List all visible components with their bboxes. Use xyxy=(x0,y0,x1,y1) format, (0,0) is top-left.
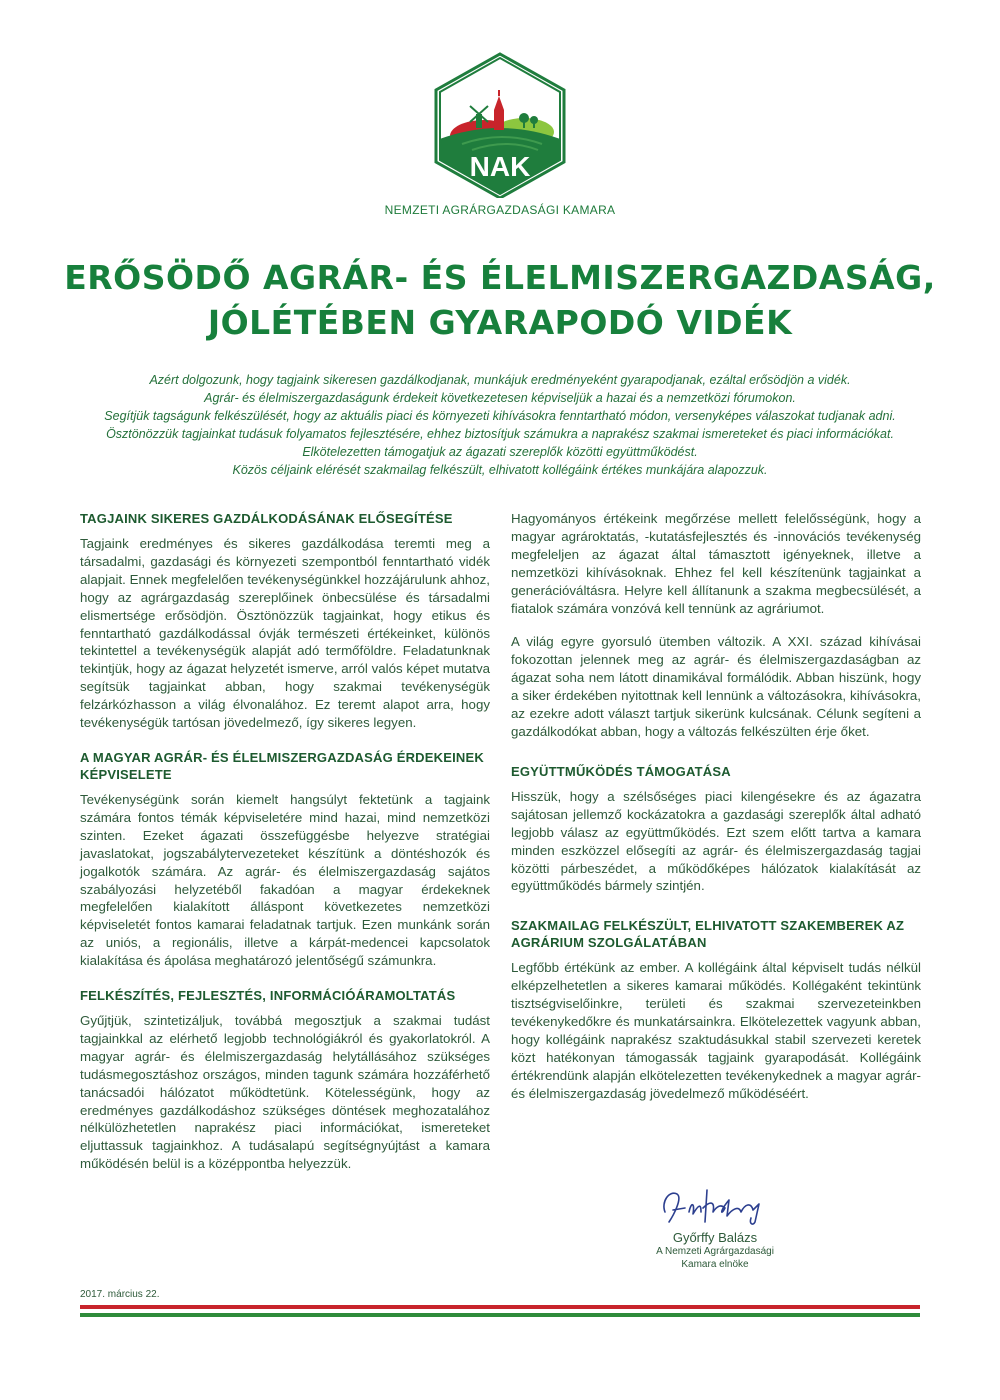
page-title xyxy=(40,255,960,345)
signatory-role: A Nemzeti Agrárgazdasági xyxy=(656,1246,774,1257)
right-column xyxy=(511,510,921,1119)
title-line: ERŐSÖDŐ AGRÁR- ÉS ÉLELMISZERGAZDASÁG, xyxy=(64,258,936,297)
section-paragraph: Gyűjtjük, szintetizáljuk, továbbá megosztjuk a szakmai tudást tagjainkkal az elérhető legjobb technológiákról és gyakorlatokról. A magyar agrár- és élelmiszergazdaság helytállásához szükséges tudásmegosztáshoz országos, minden tagunk számára hozzáférhető tanácsadói hálózatot működtetünk. Kötelességünk, hogy az eredményes gazdálkodáshoz szükséges döntések meghozatalához nélkülözhetetlen naprakész piaci információkat, ismereteket eljuttassuk tagjainkhoz. A tudásalapú segítségnyújtást a kamara működésén belül is a középpontba helyezzük. xyxy=(80,1013,490,1172)
nak-logo xyxy=(432,52,568,198)
section-paragraph: Tevékenységünk során kiemelt hangsúlyt fektetünk a tagjaink számára fontos témák képviseletére mind hazai, mind nemzetközi szinten. Ezeket ágazati összefüggésbe helyezve stratégiai javaslatokat, jogszabálytervezeteket készítünk a döntéshozók és jogalkotók számára. Az agrár- és élelmiszergazdaság sajátos szabályozási helyzetéből fakadóan a magyar érdekeknek megfelelően kialakított álláspont következetes nemzetközi képviseletét fontos kamarai feladatnak tartjuk. Ezen munkánk során az uniós, a regionális, illetve a kárpát-medencei kapcsolatok kialakítása és ápolása meghatározó jelentőségű számunkra. xyxy=(80,791,490,969)
section-paragraph: Hagyományos értékeink megőrzése mellett felelősségünk, hogy a magyar agrároktatás, -kutatásfejlesztés és -innovációs tevékenység megfeleljen az ágazat által támasztott igényeknek, illetve a nemzetközi kihívásoknak. Ehhez fel kell készítenünk tagjainkat a generációváltásra. Helyre kell állítanunk a szakma megbecsülését, a fiatalok számára vonzóvá kell tennünk az agráriumot. xyxy=(511,511,921,616)
intro-line: Közös céljaink elérését szakmailag felkészült, elhivatott kollégáink értékes munkájára alapozzuk. xyxy=(232,463,768,478)
section-heading: SZAKMAILAG FELKÉSZÜLT, ELHIVATOTT SZAKEMBEREK AZ AGRÁRIUM SZOLGÁLATÁBAN xyxy=(511,918,905,951)
left-column xyxy=(80,510,490,1190)
intro-line: Elkötelezetten támogatjuk az ágazati szereplők közötti együttműködést. xyxy=(302,445,698,460)
flag-stripe-green xyxy=(80,1313,920,1317)
section-paragraph: A világ egyre gyorsuló ütemben változik. A XXI. század kihívásai fokozottan jelennek meg az agrár- és élelmiszergazdaságban az ágazat soha nem látott dinamikával formálódik. Abban hiszünk, hogy a siker érdekében nyitottnak kell lennünk a változásokra, kihívásokra, az ezekre adott választ tartjuk sikerünk kulcsának. Célunk segíteni a gazdálkodókat abban, hogy a változás felkészülten érje őket. xyxy=(511,634,921,739)
intro-line: Agrár- és élelmiszergazdaságunk érdekeit következetesen képviseljük a hazai és a nemzetközi fórumokon. xyxy=(204,391,796,406)
section-heading: FELKÉSZÍTÉS, FEJLESZTÉS, INFORMÁCIÓÁRAMOLTATÁS xyxy=(80,988,456,1004)
signature-block xyxy=(600,1182,830,1271)
logo-text: NAK xyxy=(469,151,531,182)
intro-line: Segítjük tagságunk felkészülését, hogy az aktuális piaci és környezeti kihívásokra fenntartható módon, versenyképes válaszokat tudjanak adni. xyxy=(104,409,896,424)
flag-stripe-red xyxy=(80,1305,920,1309)
section-heading: A MAGYAR AGRÁR- ÉS ÉLELMISZERGAZDASÁG ÉRDEKEINEK KÉPVISELETE xyxy=(80,749,484,782)
intro-line: Azért dolgozunk, hogy tagjaink sikeresen gazdálkodjanak, munkájuk eredményeként gyarapodjanak, ezáltal erősödjön a vidék. xyxy=(149,373,851,387)
section-heading: TAGJAINK SIKERES GAZDÁLKODÁSÁNAK ELŐSEGÍTÉSE xyxy=(80,511,453,526)
intro-line: Ösztönözzük tagjainkat tudásuk folyamatos fejlesztésére, ehhez biztosítjuk számukra a naprakész szakmai ismereteket és piaci információkat. xyxy=(106,427,894,442)
section-paragraph: Tagjaink eredményes és sikeres gazdálkodása teremti meg a társadalmi, gazdasági és környezeti szempontból fenntartható vidék alapjait. Ennek megfelelően tevékenységünkkel hozzájárulunk ahhoz, hogy az agrárgazdaság szereplőinek önbecsülése és társadalmi elismertsége erősödjön. Ösztönözzük tagjainkat, hogy etikus és fenntartható gazdálkodással óvják természeti értékeinket, különös tekintettel a tevékenységük alapját adó termőföldre. Feladatunknak tekintjük, hogy az ágazat helyzetét ismerve, arról valós képet mutatva segítsük tagjainkat abban, hogy szakmai tevékenységük felzárkózhasson a világ élvonalához. Ez teremt alapot arra, hogy tevékenységük tartósan jövedelmező, így sikeres legyen. xyxy=(80,536,490,731)
section-paragraph: Hisszük, hogy a szélsőséges piaci kilengésekre és az ágazatra sajátosan jellemző kockázatokra a gazdasági szereplők által adható legjobb válasz az együttműködés. Ezt szem előtt tartva a kamara minden eszközzel elősegíti az agrár- és élelmiszergazdaság tagjai közötti párbeszédet, a működőképes hálózatok kialakítását az együttműködés bármely szintjén. xyxy=(511,788,921,894)
section-heading: EGYÜTTMŰKÖDÉS TÁMOGATÁSA xyxy=(511,763,731,779)
title-line: JÓLÉTÉBEN GYARAPODÓ VIDÉK xyxy=(207,303,793,342)
organization-name: NEMZETI AGRÁRGAZDASÁGI KAMARA xyxy=(384,203,616,217)
section-paragraph: Legfőbb értékünk az ember. A kollégáink által képviselt tudás nélkül elképzelhetetlen a sikeres kamarai működés. Kollégaként tekintünk tisztségviselőinkre, területi és szakmai szervezeteinkben tevékenykedőkre és munkatársainkra. Elkötelezettek vagyunk abban, hogy kollégáink naprakész szaktudásukkal stabil szervezeti keretek közt hatékonyan támogassák tagjaink gyarapodását. Kollégáink értékrendünk alapján elkötelezetten tevékenykednek a magyar agrár- és élelmiszergazdaság jövedelmező működéséért. xyxy=(511,960,921,1101)
nak-logo-graphic xyxy=(432,52,568,198)
document-date: 2017. március 22. xyxy=(80,1289,160,1300)
handwritten-signature xyxy=(655,1182,775,1228)
signatory-role: Kamara elnöke xyxy=(681,1259,749,1270)
signatory-name: Győrffy Balázs xyxy=(672,1230,758,1245)
intro-statement xyxy=(60,371,940,480)
